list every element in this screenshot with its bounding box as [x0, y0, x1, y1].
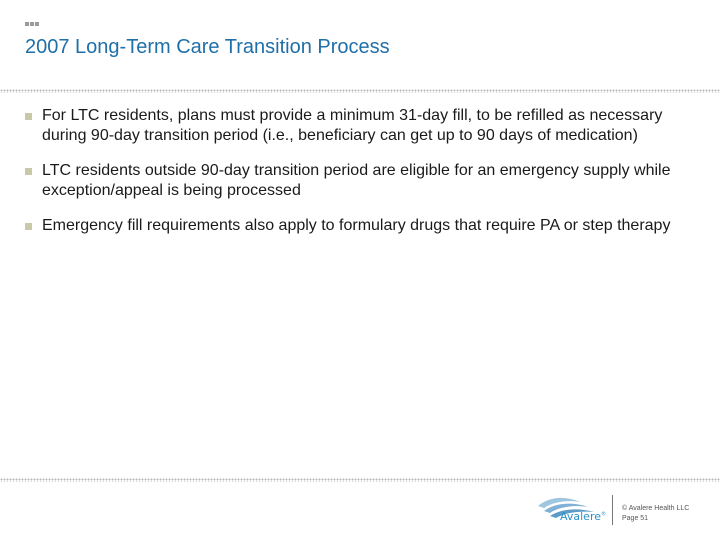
bullet-square-icon	[25, 223, 32, 230]
page-number: Page 51	[622, 515, 649, 522]
bullet-text: LTC residents outside 90-day transition period are eligible for an emergency supply while exception/appeal is being processed	[42, 162, 671, 199]
brand-wordmark	[560, 510, 606, 523]
dotted-divider-bottom	[0, 478, 720, 482]
square-icon	[30, 22, 34, 26]
brand-name: Avalere	[560, 510, 602, 523]
copyright-text: © Avalere Health LLC	[622, 505, 690, 512]
bullet-text: For LTC residents, plans must provide a minimum 31-day fill, to be refilled as necessary during 90-day transition period (i.e., beneficiary can get up to 90 days of medication)	[42, 107, 663, 144]
page-title: 2007 Long-Term Care Transition Process	[25, 36, 390, 58]
registered-mark: ®	[601, 511, 607, 518]
decorative-squares	[25, 22, 39, 26]
dotted-divider-top	[0, 89, 720, 93]
footer-info	[622, 504, 689, 524]
bullet-text: Emergency fill requirements also apply to formulary drugs that require PA or step therapy	[42, 217, 671, 234]
list-item	[24, 161, 694, 201]
bullet-square-icon	[25, 168, 32, 175]
square-icon	[35, 22, 39, 26]
footer-divider	[612, 495, 613, 525]
bullet-list	[24, 106, 694, 251]
square-icon	[25, 22, 29, 26]
bullet-square-icon	[25, 113, 32, 120]
list-item	[24, 216, 694, 236]
list-item	[24, 106, 694, 146]
